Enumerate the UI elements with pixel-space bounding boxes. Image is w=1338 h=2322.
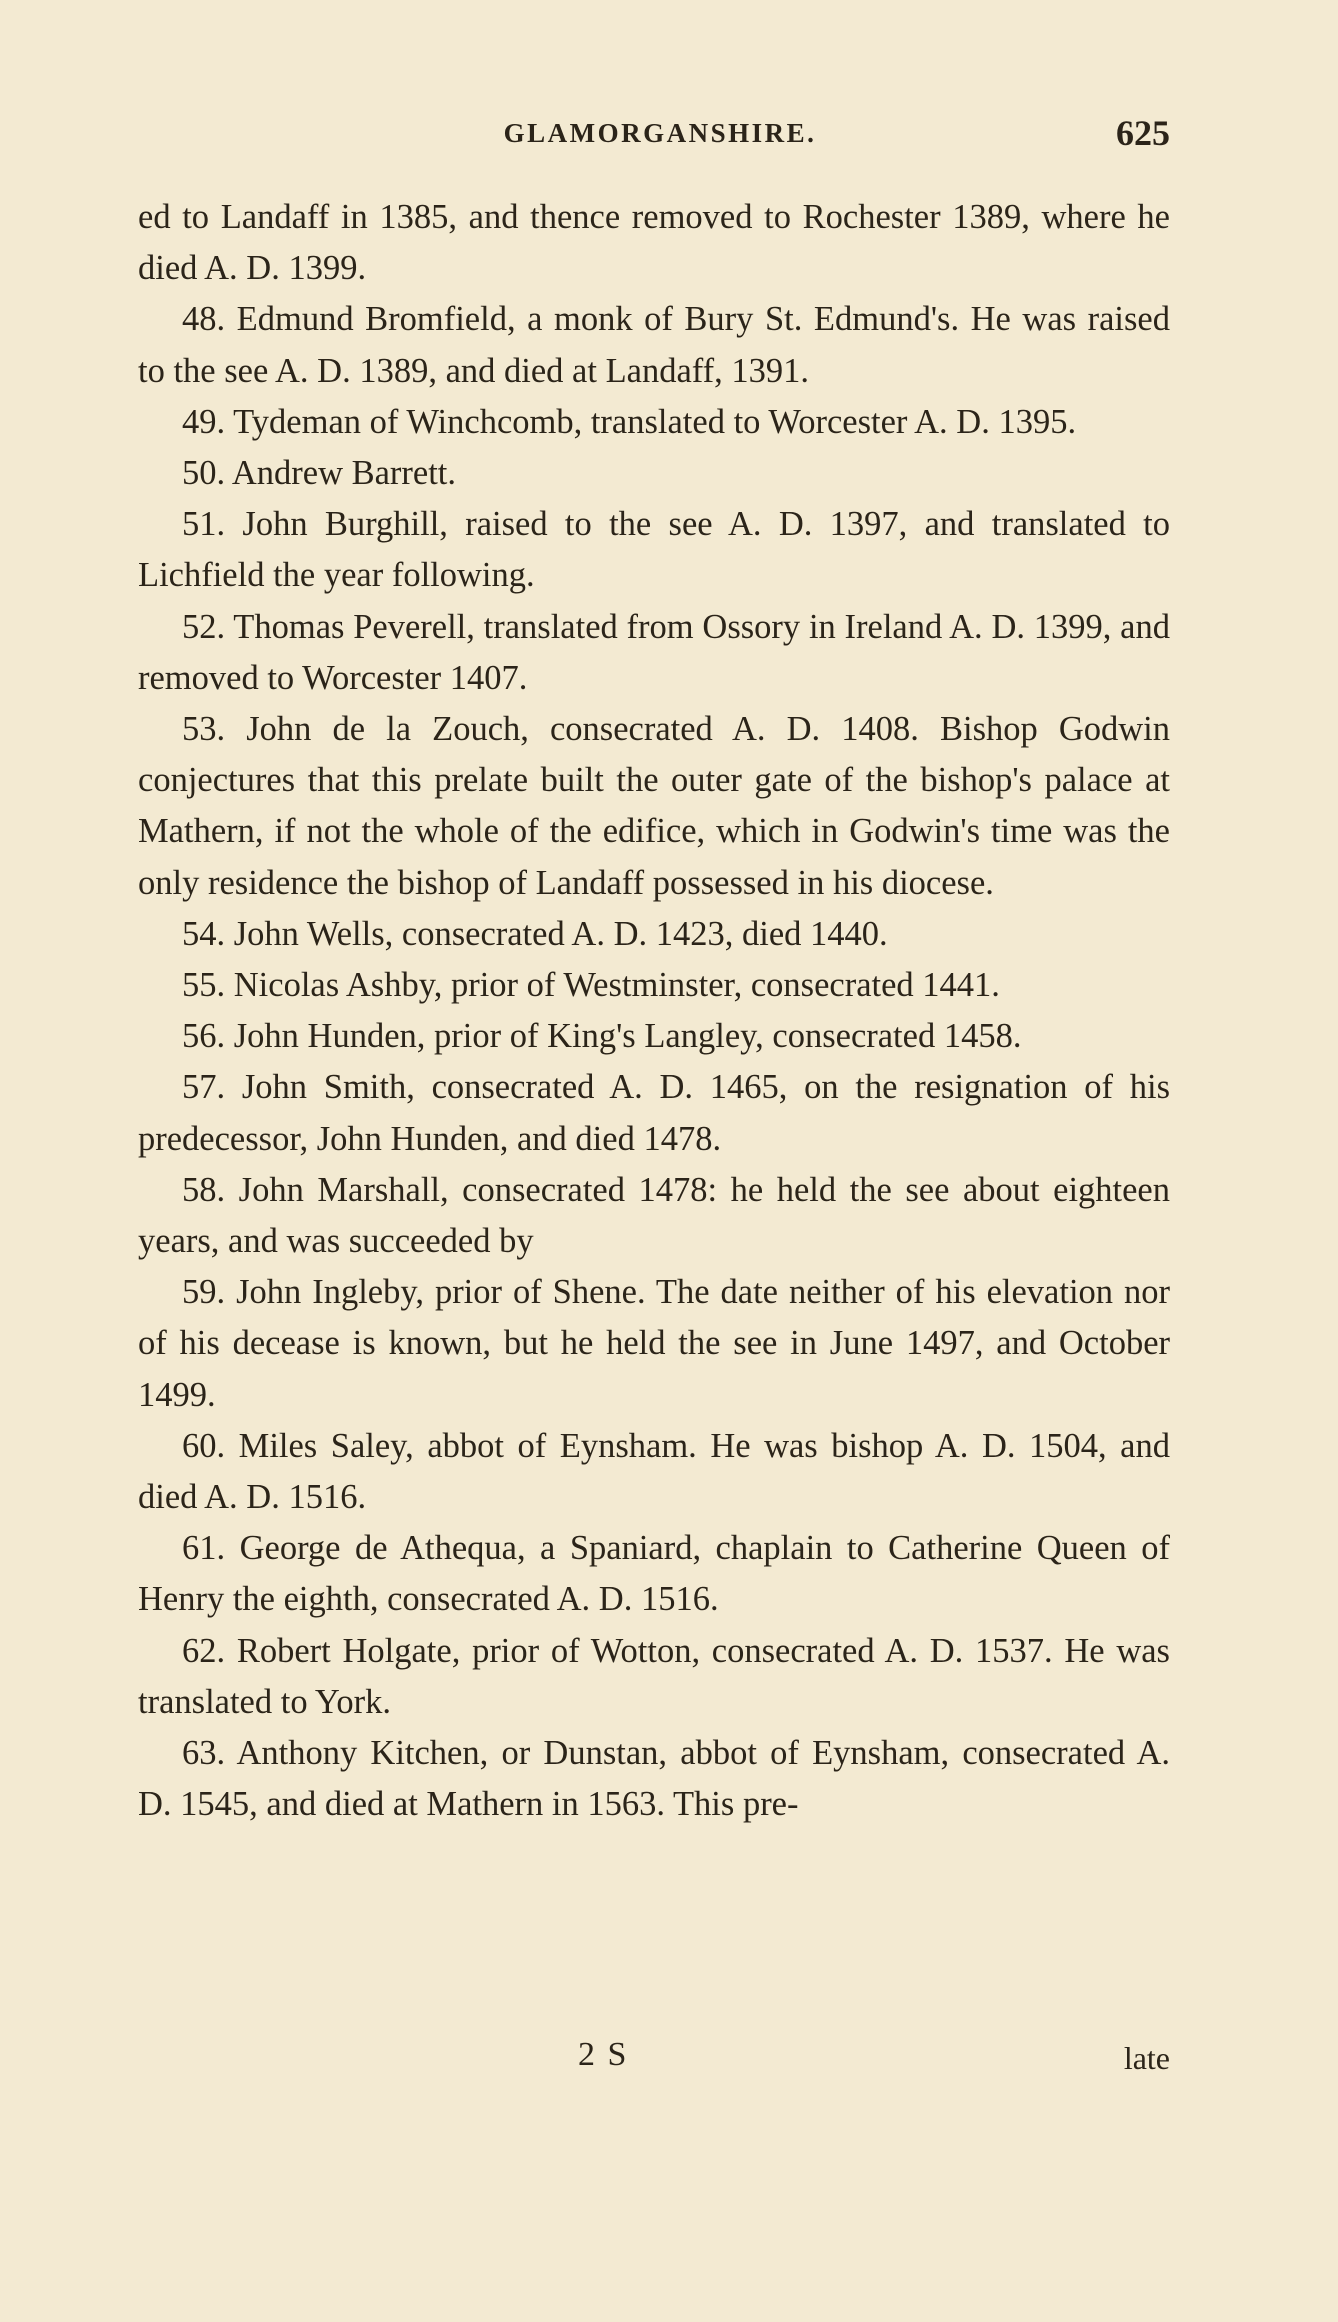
paragraph-entry-57: 57. John Smith, consecrated A. D. 1465, on the resignation of his predecessor, John Hunden, and died 1478. bbox=[138, 1068, 1170, 1158]
paragraph-continuation: ed to Landaff in 1385, and thence removed to Rochester 1389, where he died A. D. 1399. bbox=[138, 198, 1170, 288]
page-number: 625 bbox=[1116, 113, 1170, 153]
paragraph-entry-55: 55. Nicolas Ashby, prior of Westminster, consecrated 1441. bbox=[182, 966, 1000, 1005]
paragraph-entry-61: 61. George de Athequa, a Spaniard, chaplain to Catherine Queen of Henry the eighth, consecrated A. D. 1516. bbox=[138, 1529, 1170, 1619]
paragraph-entry-52: 52. Thomas Peverell, translated from Ossory in Ireland A. D. 1399, and removed to Worcester 1407. bbox=[138, 607, 1170, 697]
paragraph-entry-60: 60. Miles Saley, abbot of Eynsham. He was bishop A. D. 1504, and died A. D. 1516. bbox=[138, 1426, 1170, 1517]
page-header bbox=[150, 113, 1170, 168]
paragraph-entry-54: 54. John Wells, consecrated A. D. 1423, died 1440. bbox=[182, 914, 888, 953]
paragraph-entry-49: 49. Tydeman of Winchcomb, translated to Worcester A. D. 1395. bbox=[182, 402, 1077, 441]
catchword: late bbox=[1123, 2040, 1170, 2076]
paragraph-entry-62: 62. Robert Holgate, prior of Wotton, consecrated A. D. 1537. He was translated to York. bbox=[138, 1631, 1170, 1721]
paragraph-entry-58: 58. John Marshall, consecrated 1478: he held the see about eighteen years, and was succeeded by bbox=[138, 1170, 1170, 1261]
paragraph-entry-51: 51. John Burghill, raised to the see A. D. 1397, and translated to Lichfield the year following. bbox=[138, 505, 1170, 595]
signature-mark: 2 S bbox=[578, 2036, 629, 2073]
paragraph-entry-56: 56. John Hunden, prior of King's Langley, consecrated 1458. bbox=[182, 1017, 1022, 1056]
paragraph-entry-48: 48. Edmund Bromfield, a monk of Bury St. Edmund's. He was raised to the see A. D. 1389, and died at Landaff, 1391. bbox=[138, 300, 1170, 390]
body-text bbox=[138, 192, 1170, 1831]
paragraph-entry-59: 59. John Ingleby, prior of Shene. The date neither of his elevation nor of his decease is known, but he held the see in June 1497, and October 1499. bbox=[138, 1273, 1170, 1414]
paragraph-entry-53: 53. John de la Zouch, consecrated A. D. 1408. Bishop Godwin conjectures that this prelate built the outer gate of the bishop's palace at Mathern, if not the whole of the edifice, which in Godwin's time was the only residence the bishop of Landaff possessed in his diocese. bbox=[138, 710, 1170, 902]
page-footer bbox=[138, 2036, 1170, 2086]
running-title: GLAMORGANSHIRE. bbox=[503, 118, 817, 148]
paragraph-entry-50: 50. Andrew Barrett. bbox=[182, 454, 457, 493]
paragraph-entry-63: 63. Anthony Kitchen, or Dunstan, abbot of Eynsham, consecrated A. D. 1545, and died at Mathern in 1563. This pre- bbox=[138, 1734, 1170, 1824]
